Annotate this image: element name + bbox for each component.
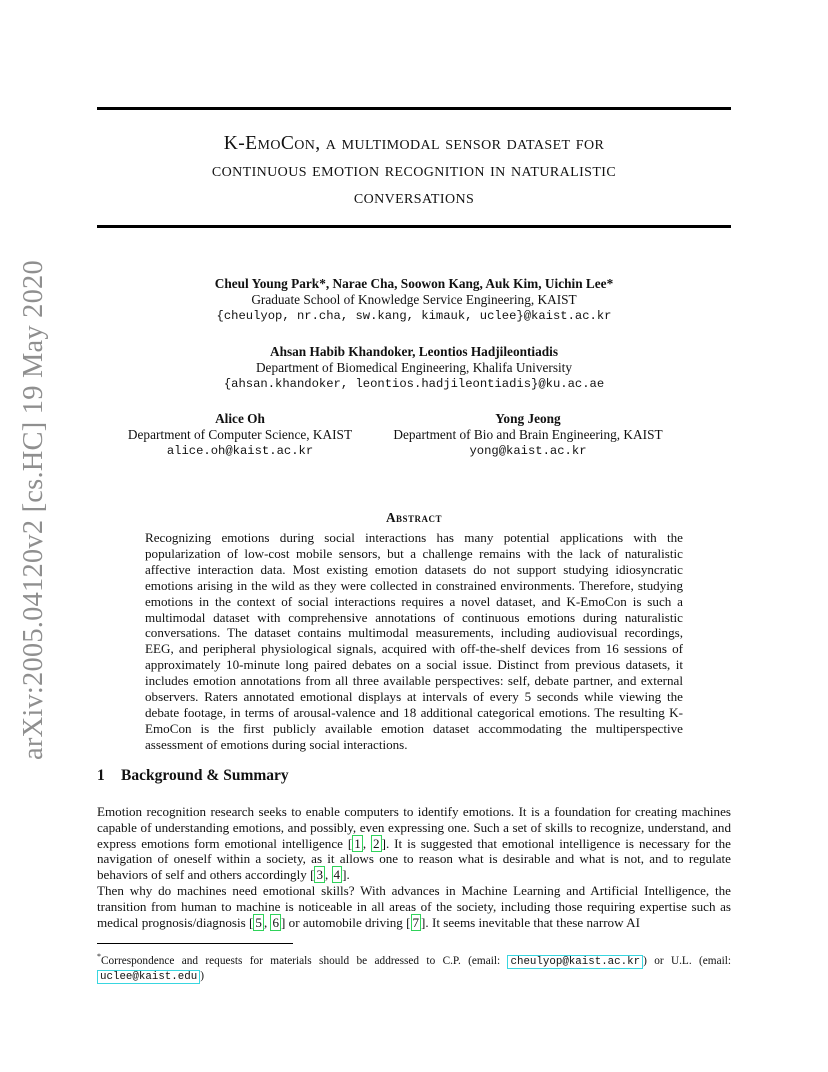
citation-sep: , [362, 835, 372, 851]
author-right-email: yong@kaist.ac.kr [469, 444, 587, 458]
title-line-1: K-EmoCon, a multimodal sensor dataset for [223, 133, 605, 154]
paragraph-1 [97, 804, 731, 883]
footnote-mark: * [97, 952, 101, 961]
author-left [110, 411, 370, 459]
footnote-text-c: ) [200, 970, 204, 983]
citation-sep: , [324, 867, 332, 883]
arxiv-stamp: arXiv:2005.04120v2 [cs.HC] 19 May 2020 [18, 260, 49, 760]
emails-1: {cheulyop, nr.cha, sw.kang, kimauk, uclee}@kaist.ac.kr [216, 309, 612, 323]
paragraph-1-text-b: ]. It is suggested that emotional intelligence is necessary for the navigation of oneself within a society, as it allows one to reason what is desirable and what is not, and to regulate behaviors of self and others accordingly [ [97, 835, 731, 883]
paragraph-2-text-a: Then why do machines need emotional skills? With advances in Machine Learning and Artificial Intelligence, the transition from human to machine is noticeable in all areas of the society, including those requiring expertise such as medical prognosis/diagnosis [ [97, 883, 731, 930]
title-top-rule [97, 107, 731, 110]
author-group-2 [97, 344, 731, 392]
paragraph-2-text-b: ] or automobile driving [ [281, 914, 411, 930]
section-title: Background & Summary [121, 767, 289, 784]
section-number: 1 [97, 767, 105, 784]
paragraph-2-text-c: ]. It seems inevitable that these narrow AI [421, 914, 640, 930]
paragraph-2 [97, 883, 731, 930]
author-group-1 [97, 276, 731, 324]
section-heading [97, 767, 289, 785]
author-names-1: Cheul Young Park*, Narae Cha, Soowon Kang, Auk Kim, Uichin Lee* [214, 276, 614, 291]
footnote-rule [97, 943, 293, 944]
author-right-affiliation: Department of Bio and Brain Engineering, KAIST [393, 427, 663, 442]
title-line-2: continuous emotion recognition in naturalistic [211, 160, 617, 181]
email-link-2[interactable]: uclee@kaist.edu [97, 970, 200, 984]
footnote-text-b: ) or U.L. (email: [643, 954, 731, 967]
author-right-name: Yong Jeong [495, 411, 561, 426]
citation-link[interactable]: 2 [373, 835, 380, 851]
author-left-name: Alice Oh [215, 411, 265, 426]
paper-title [97, 130, 731, 211]
citation-link[interactable]: 4 [333, 867, 341, 883]
author-names-2: Ahsan Habib Khandoker, Leontios Hadjileontiadis [269, 344, 559, 359]
title-line-3: conversations [353, 187, 475, 208]
footnote-text-a: Correspondence and requests for materials should be addressed to C.P. (email: [101, 954, 508, 967]
email-link-1[interactable]: cheulyop@kaist.ac.kr [507, 955, 643, 969]
emails-2: {ahsan.khandoker, leontios.hadjileontiadis}@ku.ac.ae [223, 377, 605, 391]
paragraph-1-text-a: Emotion recognition research seeks to enable computers to identify emotions. It is a foundation for creating machines capable of understanding emotions, and possibly, even expressing one. Such a set of skills to recognize, understand, and express emotions form emotional intelligence [ [97, 804, 731, 851]
footnote [97, 950, 731, 985]
affiliation-1: Graduate School of Knowledge Service Engineering, KAIST [251, 292, 577, 307]
citation-link[interactable]: 1 [354, 835, 361, 851]
citation-link[interactable]: 5 [255, 914, 262, 930]
author-left-email: alice.oh@kaist.ac.kr [166, 444, 314, 458]
author-left-affiliation: Department of Computer Science, KAIST [127, 427, 353, 442]
paragraph-1-text-c: ]. [342, 867, 350, 883]
citation-link[interactable]: 3 [316, 867, 323, 883]
title-bottom-rule [97, 225, 731, 228]
affiliation-2: Department of Biomedical Engineering, Khalifa University [255, 360, 573, 375]
citation-link[interactable]: 6 [272, 914, 280, 930]
abstract-text: Recognizing emotions during social interactions has many potential applications with the popularization of low-cost mobile sensors, but a challenge remains with the lack of naturalistic affective interaction data. Most existing emotion datasets do not support studying idiosyncratic emotions arising in the wild as they were collected in constrained environments. Therefore, studying emotions in the context of social interactions requires a novel dataset, and K-EmoCon is such a multimodal dataset with comprehensive annotations of continuous emotions during naturalistic conversations. The dataset contains multimodal measurements, including audiovisual recordings, EEG, and peripheral physiological signals, acquired with off-the-shelf devices from 16 sessions of approximately 10-minute long paired debates on a social issue. Distinct from previous datasets, it includes emotion annotations from all three available perspectives: self, debate partner, and external observers. Raters annotated emotional displays at intervals of every 5 seconds while viewing the debate footage, in terms of arousal-valence and 18 additional categorical emotions. The resulting K-EmoCon is the first publicly available emotion dataset accommodating the multiperspective assessment of emotions during social interactions. [145, 530, 683, 752]
author-right [380, 411, 676, 459]
citation-sep: , [263, 914, 271, 930]
citation-link[interactable]: 7 [412, 914, 420, 930]
abstract-heading: Abstract [385, 510, 443, 525]
